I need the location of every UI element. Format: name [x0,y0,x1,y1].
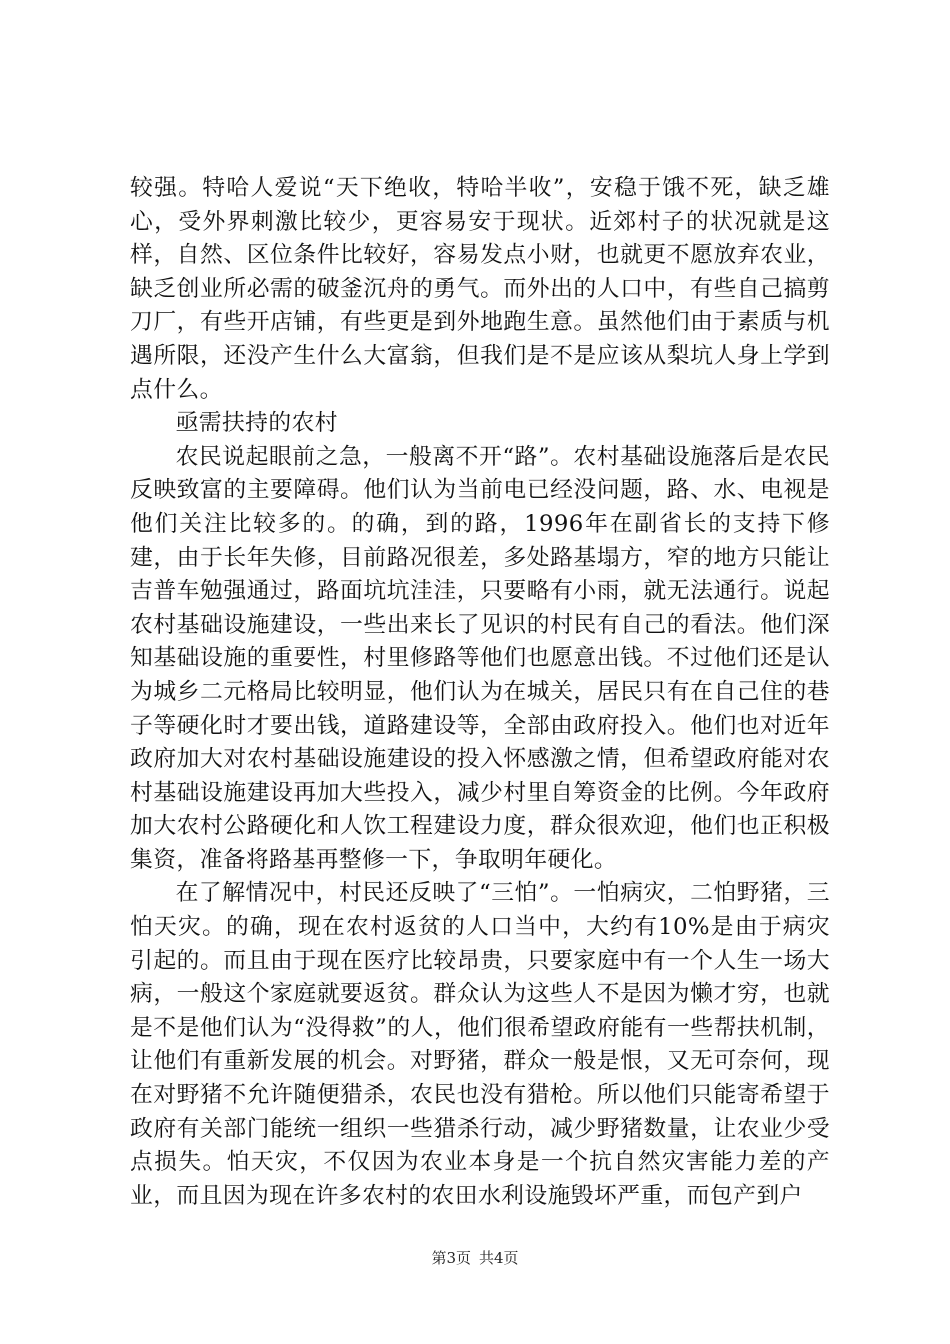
paragraph-1: 较强。特哈人爱说“天下绝收，特哈半收”，安稳于饿不死，缺乏雄心，受外界刺激比较少，更容易安于现状。近郊村子的状况就是这样，自然、区位条件比较好，容易发点小财，也就更不愿放弃农业，缺乏创业所必需的破釜沉舟的勇气。而外出的人口中，有些自己搞剪刀厂，有些开店铺，有些更是到外地跑生意。虽然他们由于素质与机遇所限，还没产生什么大富翁，但我们是不是应该从梨坑人身上学到点什么。 [130,175,830,403]
paragraph-3: 在了解情况中，村民还反映了“三怕”。一怕病灾，二怕野猪，三怕天灾。的确，现在农村返贫的人口当中，大约有10%是由于病灾引起的。而且由于现在医疗比较昂贵，只要家庭中有一个人生一场大病，一般这个家庭就要返贫。群众认为这些人不是因为懒才穷，也就是不是他们认为“没得救”的人，他们很希望政府能有一些帮扶机制，让他们有重新发展的机会。对野猪，群众一般是恨，又无可奈何，现在对野猪不允许随便猎杀，农民也没有猎枪。所以他们只能寄希望于政府有关部门能统一组织一些猎杀行动，减少野猪数量，让农业少受点损失。怕天灾，不仅因为农业本身是一个抗自然灾害能力差的产业，而且因为现在许多农村的农田水利设施毁坏严重，而包产到户 [130,880,830,1209]
page-total: 共4页 [479,1249,519,1267]
paragraph-2: 农民说起眼前之急，一般离不开“路”。农村基础设施落后是农民反映致富的主要障碍。他们认为当前电已经没问题，路、水、电视是他们关注比较多的。的确，到的路，1996年在副省长的支持下修建，由于长年失修，目前路况很差，多处路基塌方，窄的地方只能让吉普车勉强通过，路面坑坑洼洼，只要略有小雨，就无法通行。说起农村基础设施建设，一些出来长了见识的村民有自己的看法。他们深知基础设施的重要性，村里修路等他们也愿意出钱。不过他们还是认为城乡二元格局比较明显，他们认为在城关，居民只有在自己住的巷子等硬化时才要出钱，道路建设等，全部由政府投入。他们也对近年政府加大对农村基础设施建设的投入怀感激之情，但希望政府能对农村基础设施建设再加大些投入，减少村里自筹资金的比例。今年政府加大农村公路硬化和人饮工程建设力度，群众很欢迎，他们也正积极集资，准备将路基再整修一下，争取明年硬化。 [130,443,830,873]
page-footer [0,1248,950,1268]
section-heading: 亟需扶持的农村 [175,410,338,437]
page-number: 第3页 [431,1249,471,1267]
document-body [130,172,830,1213]
